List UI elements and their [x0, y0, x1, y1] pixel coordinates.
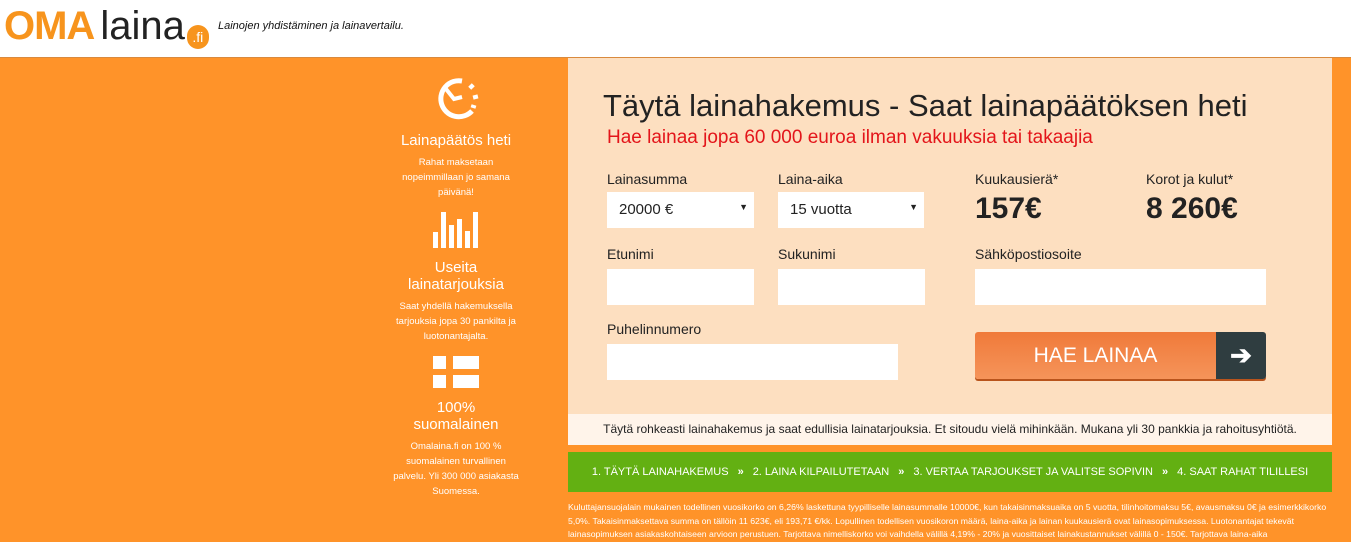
caret-down-icon: ▼ [909, 202, 918, 212]
feature-text: Saat yhdellä hakemuksella tarjouksia jopa 30 pankilta ja luotonantajalta. [396, 301, 516, 342]
term-select[interactable] [778, 192, 924, 228]
feature-finnish [393, 356, 519, 499]
form-title: Täytä lainahakemus - Saat lainapäätöksen heti [603, 88, 1248, 123]
features-sidebar [393, 75, 519, 511]
monthly-label: Kuukausierä* [975, 171, 1059, 187]
feature-title: Lainapäätös heti [400, 132, 512, 149]
chevron-double-right-icon: » [1162, 466, 1169, 478]
firstname-input[interactable] [607, 269, 754, 305]
feature-fast [393, 75, 519, 200]
logo-oma: OMA [4, 4, 95, 48]
feature-text: Omalaina.fi on 100 % suomalainen turvallinen palvelu. Yli 300 000 asiakasta Suomessa. [393, 441, 519, 497]
email-input[interactable] [975, 269, 1266, 305]
step-3: 3. VERTAA TARJOUKSET JA VALITSE SOPIVIN [913, 466, 1153, 478]
feature-title: 100% suomalainen [413, 399, 499, 433]
feature-text: Rahat maksetaan nopeimmillaan jo samana päivänä! [402, 157, 510, 198]
lastname-label: Sukunimi [778, 246, 836, 262]
clock-icon [432, 75, 480, 121]
disclaimer: Kuluttajansuojalain mukainen todellinen vuosikorko on 6,26% laskettuna tyypilliselle lainasummalle 10000€, kun takaisinmaksuaika on 5 vuotta, tilinhoitomaksu 5€, avausmaksu 0€ ja esimerkkikorko 5,0%. Takaisinmaksettava summa on tällöin 11 623€, eli 193,71 €/kk. Lopullinen todellisen vuosikoron määrä, laina-aika ja lainan kuukausierä ovat lainasopimuksessa. Luotonantajat tekevät lainasopimuksen asiakaskohtaiseen arvioon perustuen. Tarjottava nimelliskorko voi vaihdella välillä 4,19% - 20% ja vuosittaiset lainakustannukset välillä 0 - 150€. Tarjottava laina-aika [568, 502, 1327, 539]
lastname-input[interactable] [778, 269, 925, 305]
phone-label: Puhelinnumero [607, 321, 702, 337]
logo-fi: .fi [187, 25, 209, 49]
email-label: Sähköpostiosoite [975, 246, 1082, 262]
amount-select[interactable] [607, 192, 754, 228]
monthly-value: 157€ [975, 192, 1042, 225]
info-strip: Täytä rohkeasti lainahakemus ja saat edullisia lainatarjouksia. Et sitoudu vielä mihinkään. Mukana yli 30 pankkia ja rahoitusyhtiötä. [568, 414, 1332, 445]
amount-value: 20000 € [619, 201, 674, 218]
logo[interactable] [4, 6, 209, 46]
term-value: 15 vuotta [790, 201, 852, 218]
feature-offers [393, 212, 519, 344]
costs-value: 8 260€ [1146, 192, 1238, 225]
chevron-double-right-icon: » [898, 466, 905, 478]
chevron-double-right-icon: » [737, 466, 744, 478]
term-label: Laina-aika [778, 171, 843, 187]
step-2: 2. LAINA KILPAILUTETAAN [752, 466, 890, 478]
phone-input[interactable] [607, 344, 898, 380]
submit-button[interactable] [975, 332, 1266, 379]
firstname-label: Etunimi [607, 246, 654, 262]
form-subtitle: Hae lainaa jopa 60 000 euroa ilman vakuuksia tai takaajia [607, 127, 1093, 148]
bar-chart-icon [433, 212, 479, 248]
steps-bar [568, 452, 1332, 492]
amount-label: Lainasumma [607, 171, 688, 187]
arrow-right-icon: ➔ [1216, 332, 1266, 379]
feature-title: Useita lainatarjouksia [408, 259, 504, 293]
loan-form [568, 58, 1332, 414]
step-4: 4. SAAT RAHAT TILILLESI [1177, 466, 1309, 478]
header [0, 0, 1351, 58]
tagline: Lainojen yhdistäminen ja lainavertailu. [218, 20, 404, 32]
step-1: 1. TÄYTÄ LAINAHAKEMUS [591, 466, 729, 478]
costs-label: Korot ja kulut* [1146, 171, 1234, 187]
logo-laina: laina [100, 4, 185, 48]
finnish-flag-icon [433, 356, 479, 388]
submit-label: HAE LAINAA [975, 332, 1216, 379]
caret-down-icon: ▼ [739, 202, 748, 212]
